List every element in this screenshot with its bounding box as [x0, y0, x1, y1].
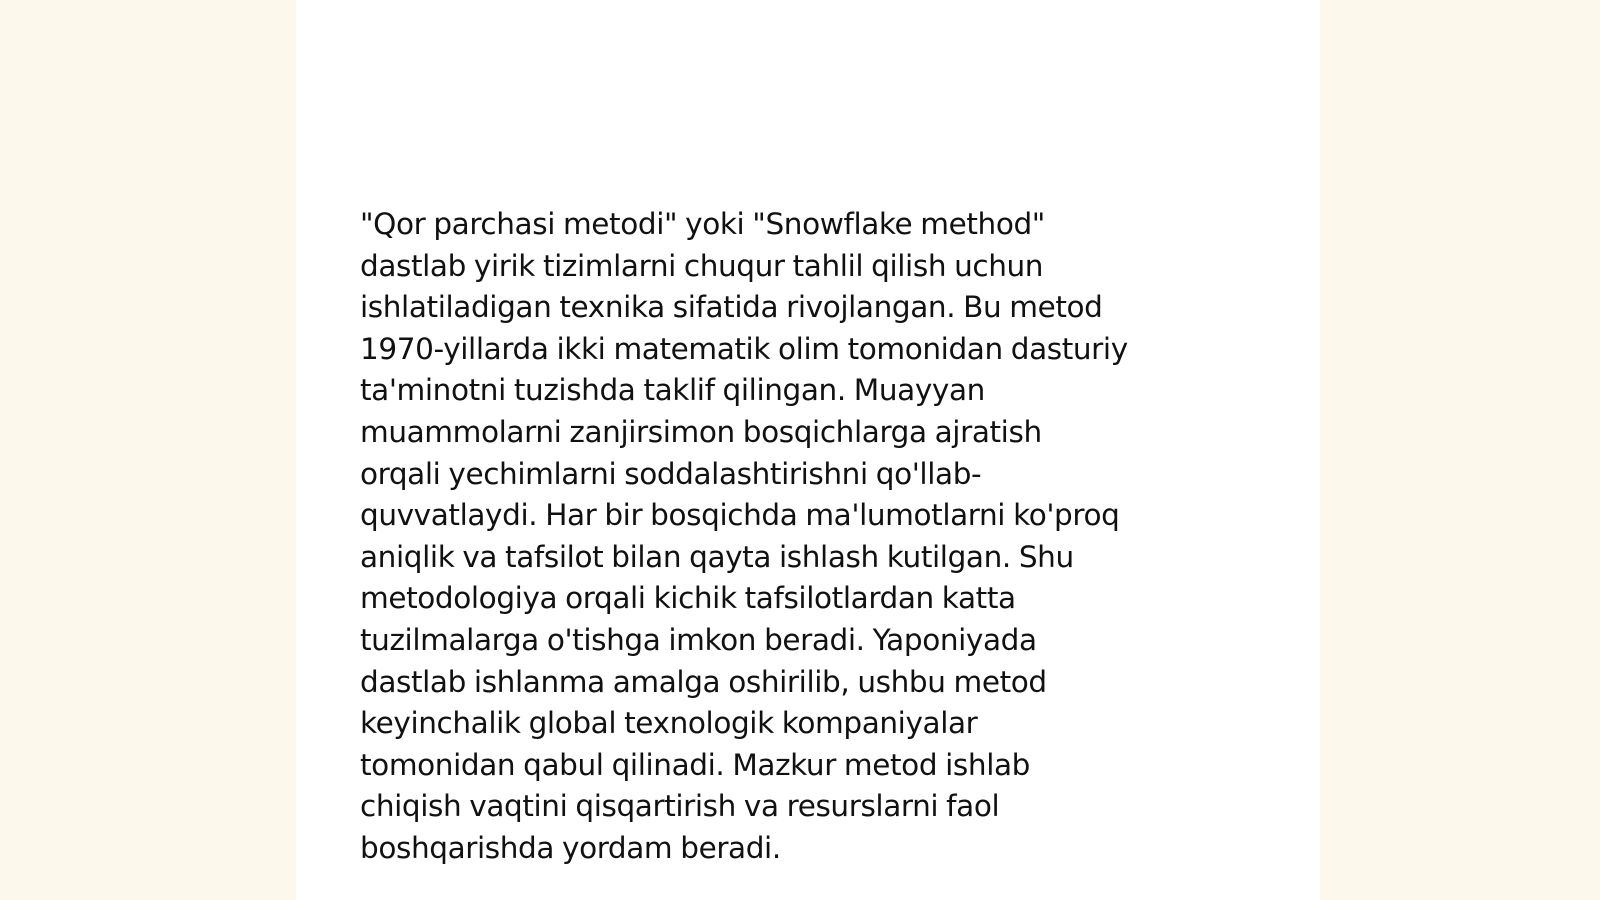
paragraph-line-5: ta'minotni tuzishda taklif qilingan. Muayyan — [360, 373, 985, 408]
body-paragraph — [360, 204, 1240, 870]
paragraph-line-7: orqali yechimlarni soddalashtirishni qo'llab- — [360, 456, 982, 491]
paragraph-line-12: dastlab ishlanma amalga oshirilib, ushbu metod — [360, 664, 1047, 699]
paragraph-line-11: tuzilmalarga o'tishga imkon beradi. Yaponiyada — [360, 622, 1037, 657]
paragraph-line-8: quvvatlaydi. Har bir bosqichda ma'lumotlarni ko'proq — [360, 498, 1120, 533]
paragraph-line-2: dastlab yirik tizimlarni chuqur tahlil qilish uchun — [360, 248, 1044, 283]
paragraph-line-14: tomonidan qabul qilinadi. Mazkur metod ishlab — [360, 747, 1030, 782]
paragraph-line-6: muammolarni zanjirsimon bosqichlarga ajratish — [360, 414, 1042, 449]
paragraph-line-13: keyinchalik global texnologik kompaniyalar — [360, 706, 978, 741]
document-page — [296, 0, 1320, 900]
paragraph-line-16: boshqarishda yordam beradi. — [360, 830, 781, 865]
paragraph-line-15: chiqish vaqtini qisqartirish va resurslarni faol — [360, 789, 1000, 824]
paragraph-line-4: 1970-yillarda ikki matematik olim tomonidan dasturiy — [360, 331, 1128, 366]
paragraph-line-9: aniqlik va tafsilot bilan qayta ishlash kutilgan. Shu — [360, 539, 1074, 574]
paragraph-line-1: "Qor parchasi metodi" yoki "Snowflake method" — [360, 207, 1045, 241]
paragraph-line-10: metodologiya orqali kichik tafsilotlardan katta — [360, 581, 1016, 616]
paragraph-line-3: ishlatiladigan texnika sifatida rivojlangan. Bu metod — [360, 290, 1103, 325]
